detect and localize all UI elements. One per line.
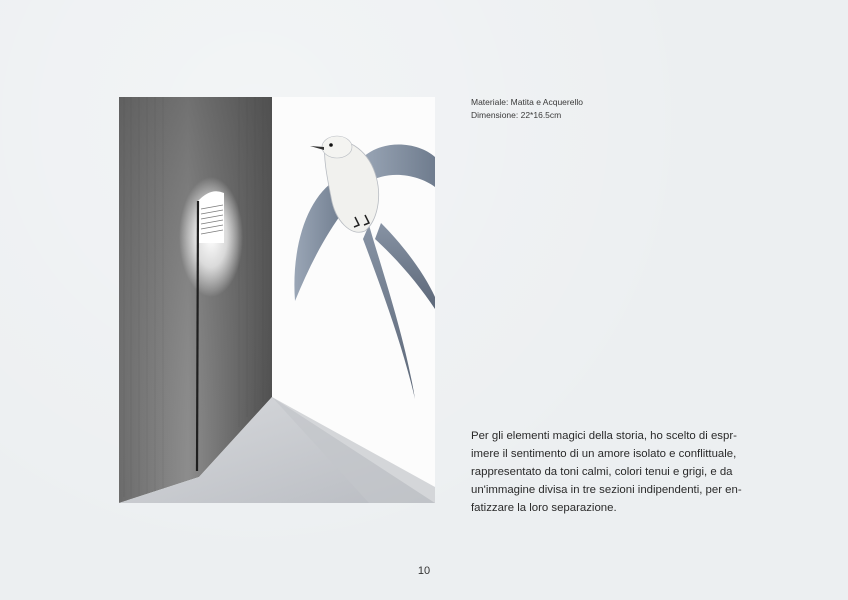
description-line: Per gli elementi magici della storia, ho scelto di espr- xyxy=(471,430,737,442)
description-line: rappresentato da toni calmi, colori tenui e grigi, e da xyxy=(471,466,733,478)
artwork-drawing xyxy=(119,97,435,503)
illustration-pencil-watercolor xyxy=(119,97,435,503)
dimension-label: Dimensione: 22*16.5cm xyxy=(471,110,562,120)
artwork-info xyxy=(471,96,583,122)
description-line: un'immagine divisa in tre sezioni indipendenti, per en- xyxy=(471,484,742,496)
description-line: fatizzare la loro separazione. xyxy=(471,502,617,514)
page-number: 10 xyxy=(417,565,431,577)
description-paragraph xyxy=(471,427,741,517)
description-line: imere il sentimento di un amore isolato e conflittuale, xyxy=(471,448,737,460)
material-label: Materiale: Matita e Acquerello xyxy=(471,97,583,107)
